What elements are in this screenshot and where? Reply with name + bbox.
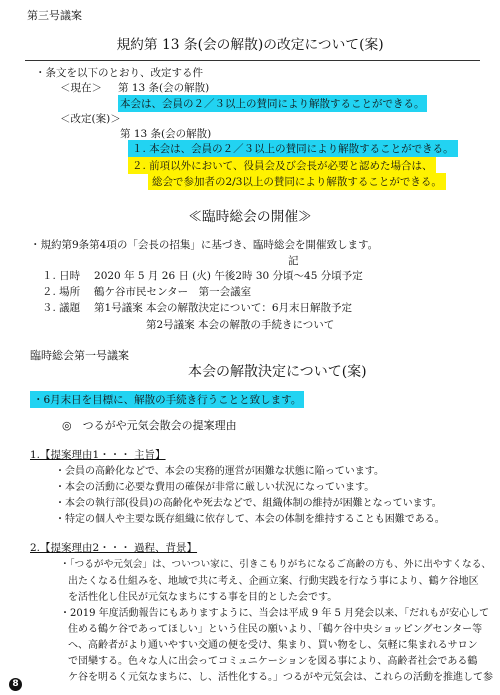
reason2-line: ケ谷を明るく元気なまちに、し、活性化する。」つるがや元気会は、これらの活動を推進して参 <box>68 672 493 683</box>
reason2-line: 住める鶴ケ谷であってほしい」という住民の願いより、「鶴ケ谷中央ショッピングセンター等 <box>68 624 483 635</box>
reason2-line: へ、高齢者がより通いやすい交通の便を受け、集まり、買い物をし、気軽に集まれるサロン <box>68 640 478 651</box>
meeting-place: ２. 場所 鶴ケ谷市民センター 第一会議室 <box>42 286 252 298</box>
agenda-number: 第三号議案 <box>27 9 82 22</box>
meeting-agenda-2: 第2号議案 本会の解散の手続きについて <box>146 319 335 331</box>
current-article: 第 13 条(会の解散) <box>118 82 210 94</box>
current-label: ＜現在＞ <box>60 82 102 94</box>
reason1-item: ・特定の個人や主要な既存組織に依存して、本会の体制を維持することも困難である。 <box>55 514 445 525</box>
revised-article: 第 13 条(会の解散) <box>120 128 212 140</box>
reason2-line: ・「つるがや元気会」は、ついつい家に、引きこもりがちになるご高齢の方も、外に出やすくなる、 <box>60 559 492 570</box>
meeting-agenda-1: ３. 議題 第1号議案 本会の解散決定について：6月末日解散予定 <box>42 302 353 314</box>
extra-meeting-heading: ≪臨時総会の開催≫ <box>188 209 312 225</box>
revised-item-1: １. 本会は、会員の２／３以上の賛同により解散することができる。 <box>128 140 458 157</box>
reason1-item: ・本会の活動に必要な費用の確保が非常に厳しい状況になっています。 <box>55 482 375 493</box>
ki-label: 記 <box>288 255 299 267</box>
reason-heading: ◎ つるがや元気会散会の提案理由 <box>62 419 237 432</box>
reason2-line: で団欒する。色々な人に出会ってコミュニケーションを図る事により、高齢者社会である鶴 <box>68 656 478 667</box>
reason2-line: 出たくなる仕組みを、地域で共に考え、企画立案、行動実践を行なう事により、鶴ケ谷地区 <box>68 576 479 587</box>
revised-item-2b: 総会で参加者の2/3以上の賛同により解散することができる。 <box>148 173 446 190</box>
revised-item-2a: ２. 前項以外において、役員会及び会長が必要と認めた場合は、 <box>128 157 436 174</box>
page-title: 規約第 13 条(会の解散)の改定について(案) <box>116 37 384 53</box>
extra-meeting-intro: ・規約第9条第4項の「会長の招集」に基づき、臨時総会を開催致します。 <box>30 239 379 251</box>
change-line: ・条文を以下のとおり、改定する件 <box>35 67 203 79</box>
reason1-item: ・会員の高齢化などで、本会の実務的運営が困難な状態に陥っています。 <box>55 466 384 477</box>
meeting-date: １. 日時 2020 年 5 月 26 日 (火) 午後2時 30 分頃～45 分頃予定 <box>42 270 363 282</box>
revised-label: ＜改定(案)＞ <box>60 113 121 125</box>
reason1-item: ・本会の執行部(役員)の高齢化や死去などで、組織体制の維持が困難となっています。 <box>55 498 442 509</box>
reason2-line: を活性化し住民が元気なまちにする事を目的とした会です。 <box>68 592 338 603</box>
reason1-heading: 1.【提案理由1・・・ 主旨】 <box>30 449 166 461</box>
divider <box>25 60 480 61</box>
dissolution-highlight: ・6月末日を目標に、解散の手続き行うことと致します。 <box>30 391 304 408</box>
reason2-line: ・2019 年度活動報告にもありますように、当会は平成 9 年 5 月発会以来、「だれもが安心して <box>60 608 490 619</box>
current-text: 本会は、会員の２／３以上の賛同により解散することができる。 <box>118 95 427 112</box>
first-agenda-title: 本会の解散決定について(案) <box>188 364 367 380</box>
first-agenda-label: 臨時総会第一号議案 <box>30 349 129 362</box>
page-number: 8 <box>9 678 22 691</box>
reason2-heading: 2.【提案理由2・・・ 過程、背景】 <box>30 542 198 554</box>
